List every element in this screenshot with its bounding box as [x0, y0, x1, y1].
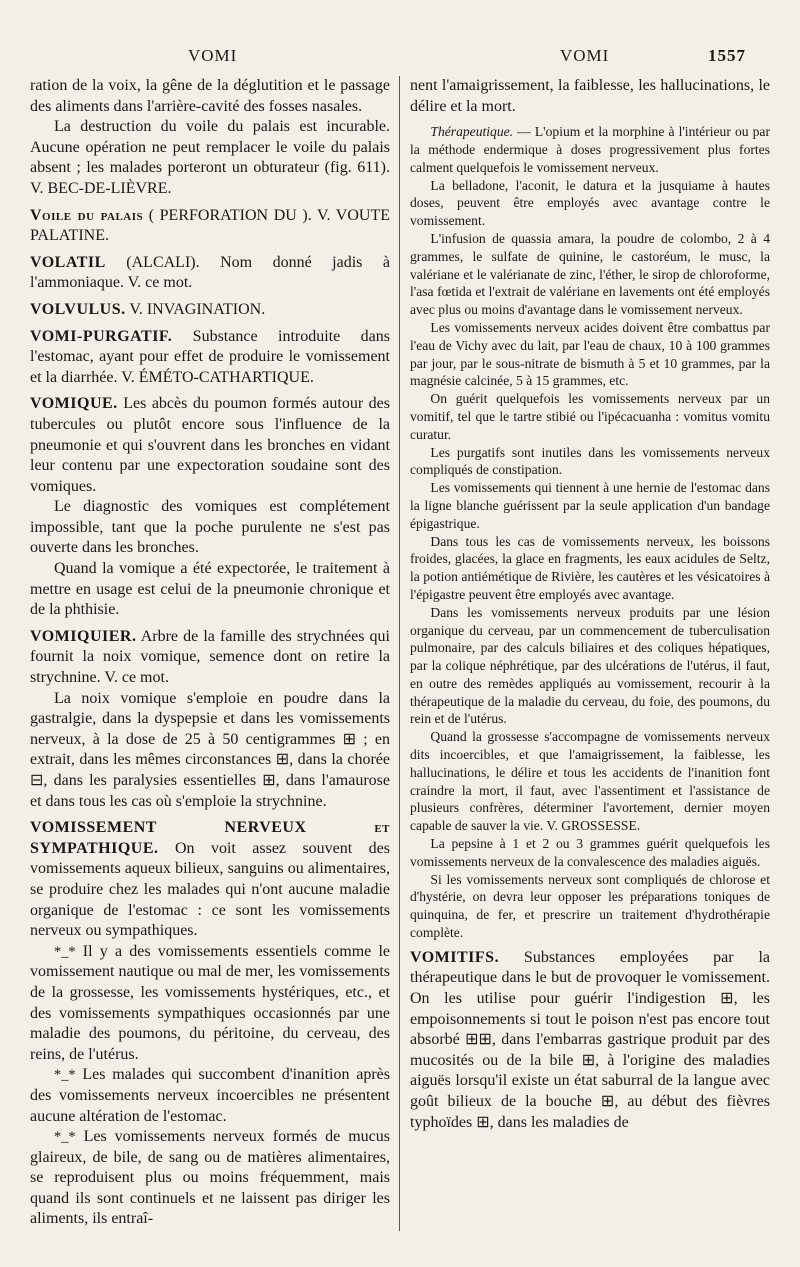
asterism: *_*: [54, 1067, 76, 1084]
paragraph: Les vomissements qui tiennent à une hernie de l'estomac dans la ligne blanche guérissent par la seule application d'un bandage épigastrique.: [410, 480, 770, 531]
paragraph: Les vomissements nerveux acides doivent être combattus par l'eau de Vichy avec du lait, par l'eau de chaux, 10 à 100 grammes par jour, par le sous-nitrate de bismuth à 5 et 10 grammes, par la magnésie calcinée, 5 à 15 grammes, etc.: [410, 319, 770, 389]
entry-vomitifs: [410, 948, 770, 1133]
paragraph: La noix vomique s'emploie en poudre dans la gastralgie, dans la dyspepsie et dans les vomissements nerveux, à la dose de 25 à 50 centigrammes ⊞ ; en extrait, dans les mêmes circonstances ⊞, dans la chorée ⊟, dans les paralysies essentielles ⊞, dans l'amaurose et dans tous les cas où s'emploie la strychnine.: [30, 689, 390, 810]
page-number: 1557: [708, 46, 746, 65]
headword: VOMISSEMENT NERVEUX et SYMPATHIQUE.: [30, 819, 390, 857]
paragraph: L'infusion de quassia amara, la poudre de colombo, 2 à 4 grammes, le sulfate de quinine, le castoréum, le musc, la valériane et le valérianate de zinc, l'éther, le sirop de chloroforme, l'asa fœtida et l'extrait de valériane en lavements ont été employés avec plus ou moins d'avantage dans le vomissement nerveux.: [410, 230, 770, 318]
paragraph: Quand la vomique a été expectorée, le traitement à mettre en usage est celui de la pneumonie chronique et de la phthisie.: [30, 560, 390, 619]
paragraph: [410, 123, 770, 176]
asterism: *_*: [54, 1129, 76, 1146]
entry-volatil: [30, 253, 390, 294]
entry-vomiquier: [30, 627, 390, 689]
headword: VOMITIFS.: [410, 948, 500, 966]
paragraph: Les purgatifs sont inutiles dans les vomissements nerveux compliqués de constipation.: [410, 444, 770, 478]
paragraph: On guérit quelquefois les vomissements nerveux par un vomitif, tel que le tartre stibié ou l'ipécacuanha : vomitus vomitu curatur.: [410, 391, 770, 442]
right-column: [410, 76, 770, 1133]
paragraph: ration de la voix, la gêne de la déglutition et le passage des aliments dans l'arrière-cavité des fosses nasales.: [30, 77, 390, 115]
paragraph-text: Il y a des vomissements essentiels comme le vomissement nautique ou mal de mer, les vomissements de la grossesse, les vomissements hystériques, etc., et des vomissements sympathiques occasionnés par une maladie des poumons, du péritoine, du cerveau, des reins, de l'utérus.: [30, 942, 391, 1063]
paragraph: [30, 942, 390, 1066]
paragraph: Si les vomissements nerveux sont compliqués de chlorose et d'hystérie, on devra leur opposer les préparations toniques de quinquina, de fer, et prescrire un traitement d'hydrothérapie complète.: [410, 871, 770, 941]
entry-body: Substances employées par la thérapeutique dans le but de provoquer le vomissement. On les utilise pour guérir l'indigestion ⊞, les empoisonnements si tout le poison n'est pas encore tout absorbé ⊞⊞, dans l'embarras gastrique produit par des mucosités ou de la bile ⊞, à l'origine des maladies aiguës lorsqu'il existe un état saburral de la langue avec goût bilieux de la bouche ⊞, au début des fièvres typhoïdes ⊞, dans les maladies de: [410, 948, 770, 1131]
entry-body: Substance introduite dans l'estomac, ayant pour effet de produire le vomissement et la diarrhée. V. ÉMÉTO-CATHARTIQUE.: [30, 327, 390, 386]
paragraph: Dans les vomissements nerveux produits par une lésion organique du cerveau, par un commencement de tuberculisation pulmonaire, par des calculs biliaires et des coliques hépatiques, par la colique néphrétique, par des ulcérations de l'utérus, il faut, en outre des remèdes appliqués au vomissement, recourir à la thérapeutique de la maladie du cerveau, du foie, des poumons, du rein et de l'utérus.: [410, 604, 770, 727]
headword: Voile du palais: [30, 206, 144, 224]
entry-body: (ALCALI). Nom donné jadis à l'ammoniaque. V. ce mot.: [30, 253, 390, 292]
headword: VOLATIL: [30, 253, 106, 271]
paragraph: La pepsine à 1 et 2 ou 3 grammes guérit quelquefois les vomissements nerveux de la convalescence des maladies aiguës.: [410, 836, 770, 869]
headword: VOMIQUIER.: [30, 627, 137, 645]
headword: VOLVULUS.: [30, 300, 126, 318]
headword: VOMIQUE.: [30, 395, 118, 413]
page-header: [0, 46, 800, 72]
column-divider: [399, 76, 400, 1231]
paragraph: [30, 1065, 390, 1127]
entry-body: Les abcès du poumon formés autour des tubercules ou plutôt encore sous l'influence de la pneumonie et qui s'ouvrent dans les bronches en vidant leur contenu par une expectoration soudaine sont des vomiques.: [30, 395, 390, 495]
asterism: *_*: [54, 943, 76, 960]
entry-body: V. INVAGINATION.: [125, 300, 266, 318]
entry-vomi-purgatif: [30, 327, 390, 389]
paragraph: La belladone, l'aconit, le datura et la jusquiame à hautes doses, peuvent être employés avec avantage contre le vomissement.: [410, 177, 770, 229]
paragraph: Dans tous les cas de vomissements nerveux, les boissons froides, glacées, la glace en fragments, les eaux acidules de Seltz, la potion antiémétique de Rivière, les cautères et les vésicatoires à l'épigastre peuvent être employés avec avantage.: [410, 533, 770, 602]
entry-body: ( PERFORATION DU ). V. VOUTE PALATINE.: [30, 206, 390, 245]
paragraph-text: Les vomissements nerveux formés de mucus glaireux, de bile, de sang ou de matières alimentaires, se reproduisent plus ou moins fréquemment, mais quand ils sont continuels et ne laissent pas diriger les aliments, ils entraî-: [30, 1128, 390, 1228]
headword: VOMI-PURGATIF.: [30, 327, 173, 345]
entry-vomique: [30, 394, 390, 497]
paragraph: La destruction du voile du palais est incurable. Aucune opération ne peut remplacer le voile du palais absent ; les malades porteront un obturateur (fig. 611). V. BEC-DE-LIÈVRE.: [30, 118, 390, 197]
entry-body: On voit assez souvent des vomissements aqueux bilieux, sanguins ou alimentaires, se produire chez les malades qui n'ont aucune maladie organique de l'estomac : ce sont les vomissements nerveux ou sympathiques.: [30, 839, 390, 940]
paragraph-text: Les malades qui succombent d'inanition après des vomissements nerveux incoercibles ne présentent aucune altération de l'estomac.: [30, 1066, 390, 1125]
paragraph-text: — L'opium et la morphine à l'intérieur ou par la méthode endermique à doses progressivement plus fortes calment quelquefois le vomissement nerveux.: [410, 124, 770, 175]
section-label: Thérapeutique.: [430, 124, 514, 140]
left-column: [30, 76, 390, 1230]
entry-volvulus: [30, 300, 390, 321]
paragraph: Quand la grossesse s'accompagne de vomissements nerveux dits incoercibles, et que l'amaigrissement, la faiblesse, les hallucinations, le délire et tous les accidents de l'inanition font craindre la mort, il faut, avec l'assentiment et l'assistance de plusieurs confrères, déterminer l'avortement, dernier moyen capable de sauver la vie. V. GROSSESSE.: [410, 729, 770, 834]
entry-voile-du-palais: [30, 206, 390, 247]
entry-body: Arbre de la famille des strychnées qui fournit la noix vomique, semence dont on retire la strychnine. V. ce mot.: [30, 627, 390, 687]
paragraph: [30, 1127, 390, 1230]
entry-vomissement-nerveux: [30, 818, 390, 942]
running-head-right: VOMI: [560, 46, 610, 65]
paragraph: Le diagnostic des vomiques est complétement impossible, tant que la poche purulente ne s'est pas ouverte dans les bronches.: [30, 498, 390, 557]
paragraph: nent l'amaigrissement, la faiblesse, les hallucinations, le délire et la mort.: [410, 77, 770, 115]
running-head-left: VOMI: [188, 46, 238, 65]
